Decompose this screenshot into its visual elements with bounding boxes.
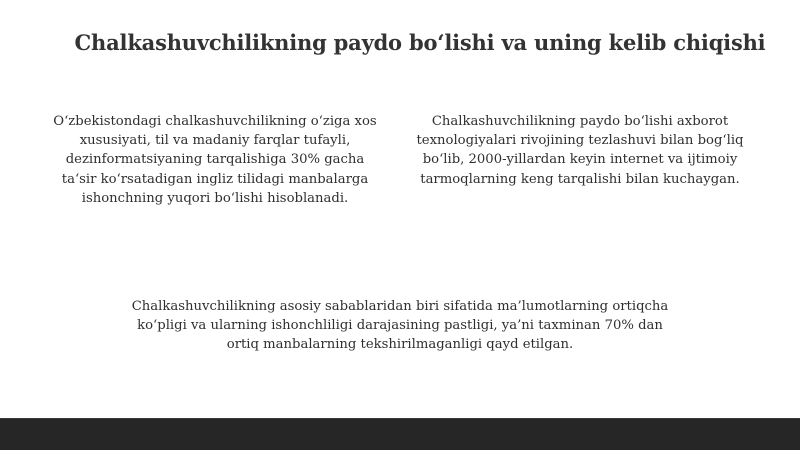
slide-title: Chalkashuvchilikning paydo bo‘lishi va uning kelib chiqishi (74, 30, 766, 55)
bottom-bar (0, 418, 800, 450)
paragraph-left: O‘zbekistondagi chalkashuvchilikning o‘ziga xos xususiyati, til va madaniy farqlar tufayli, dezinformatsiyaning tarqalishiga 30% gacha ta‘sir ko‘rsatadigan ingliz tilidagi manbalarga ishonchning yuqori bo‘lishi hisoblanadi. (53, 114, 377, 206)
paragraph-bottom: Chalkashuvchilikning asosiy sabablaridan biri sifatida ma’lumotlarning ortiqcha ko‘pligi va ularning ishonchliligi darajasining pastligi, ya’ni taxminan 70% dan ortiq manbalarning tekshirilmaganligi qayd etilgan. (131, 299, 669, 353)
paragraph-right: Chalkashuvchilikning paydo bo‘lishi axborot texnologiyalari rivojining tezlashuvi bilan bog‘liq bo‘lib, 2000-yillardan keyin internet va ijtimoiy tarmoqlarning keng tarqalishi bilan kuchaygan. (416, 114, 744, 187)
